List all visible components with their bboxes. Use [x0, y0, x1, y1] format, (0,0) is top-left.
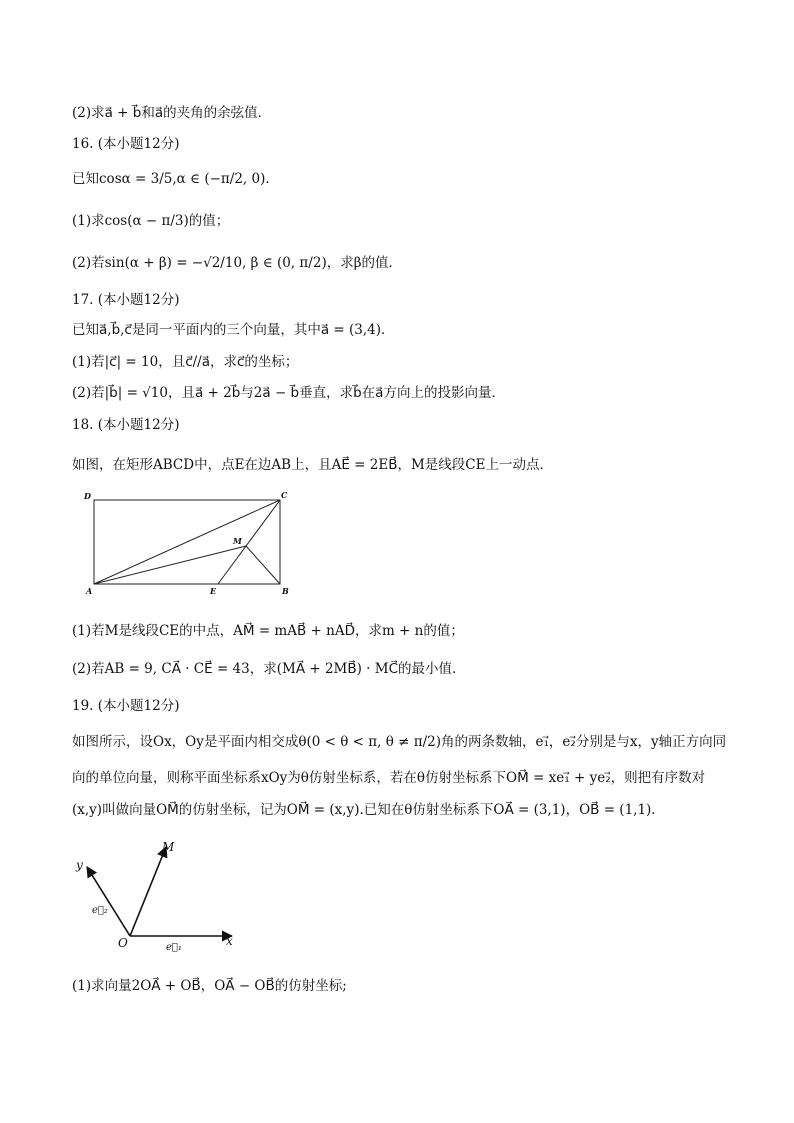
q16-header: 16. (本小题12分) — [72, 136, 180, 152]
label-x: x — [226, 934, 233, 948]
q16-given: 已知cosα = 3/5,α ∈ (−π/2, 0)． — [72, 171, 279, 187]
q18-part1: (1)若M是线段CE的中点，AM⃗ = mAB⃗ + nAD⃗，求m + n的值； — [72, 623, 464, 639]
label-b: B — [282, 586, 289, 596]
label-y: y — [76, 858, 83, 872]
q19-intro-2: 向的单位向量，则称平面坐标系xOy为θ仿射坐标系，若在θ仿射坐标系下OM⃗ = xe₁⃗ + ye₂⃗，则把有序数对 — [72, 770, 706, 786]
label-a: A — [86, 586, 93, 596]
segment-am — [94, 546, 246, 584]
y-axis — [87, 867, 130, 936]
q19-part1: (1)求向量2OA⃗ + OB⃗，OA⃗ − OB⃗的仿射坐标; — [72, 978, 347, 994]
q16-part2: (2)若sin(α + β) = −√2/10, β ∈ (0, π/2)，求β的值． — [72, 255, 403, 271]
q19-intro-1: 如图所示，设Ox，Oy是平面内相交成θ(0 < θ < π, θ ≠ π/2)角的两条数轴，e₁⃗，e₂⃗分别是与x，y轴正方向同 — [72, 734, 727, 750]
label-e2: e⃗₂ — [92, 905, 108, 916]
q18-header: 18. (本小题12分) — [72, 417, 180, 433]
rectangle-figure — [80, 488, 300, 598]
segment-ac — [94, 500, 280, 584]
q18-given: 如图，在矩形ABCD中，点E在边AB上，且AE⃗ = 2EB⃗，M是线段CE上一动点． — [72, 457, 553, 473]
q17-header: 17. (本小题12分) — [72, 292, 180, 308]
q16-part1: (1)求cos(α − π/3)的值； — [72, 213, 230, 229]
label-e1: e⃗₁ — [166, 942, 182, 953]
q17-part2: (2)若|b⃗| = √10，且a⃗ + 2b⃗与2a⃗ − b⃗垂直，求b⃗在a⃗方向上的投影向量． — [72, 385, 505, 401]
label-m: M — [233, 536, 242, 546]
q17-given: 已知a⃗,b⃗,c⃗是同一平面内的三个向量，其中a⃗ = (3,4)． — [72, 322, 395, 338]
q17-part1: (1)若|c⃗| = 10，且c⃗//a⃗，求c⃗的坐标； — [72, 354, 299, 370]
vector-om — [130, 847, 166, 936]
affine-axes-figure — [70, 835, 250, 955]
label-d: D — [84, 491, 91, 501]
segment-ec — [218, 500, 280, 584]
label-e: E — [210, 586, 217, 596]
q19-intro-3: (x,y)叫做向量OM⃗的仿射坐标，记为OM⃗ = (x,y).已知在θ仿射坐标系下OA⃗ = (3,1)，OB⃗ = (1,1)． — [72, 802, 665, 818]
q15-part2: (2)求a⃗ + b⃗和a⃗的夹角的余弦值． — [72, 105, 272, 121]
label-c: C — [281, 490, 288, 500]
q19-header: 19. (本小题12分) — [72, 698, 180, 714]
label-o: O — [118, 936, 128, 950]
segment-mb — [246, 546, 280, 584]
q18-part2: (2)若AB = 9, CA⃗ · CE⃗ = 43，求(MA⃗ + 2MB⃗) · MC⃗的最小值． — [72, 661, 466, 677]
label-m: M — [162, 840, 175, 854]
